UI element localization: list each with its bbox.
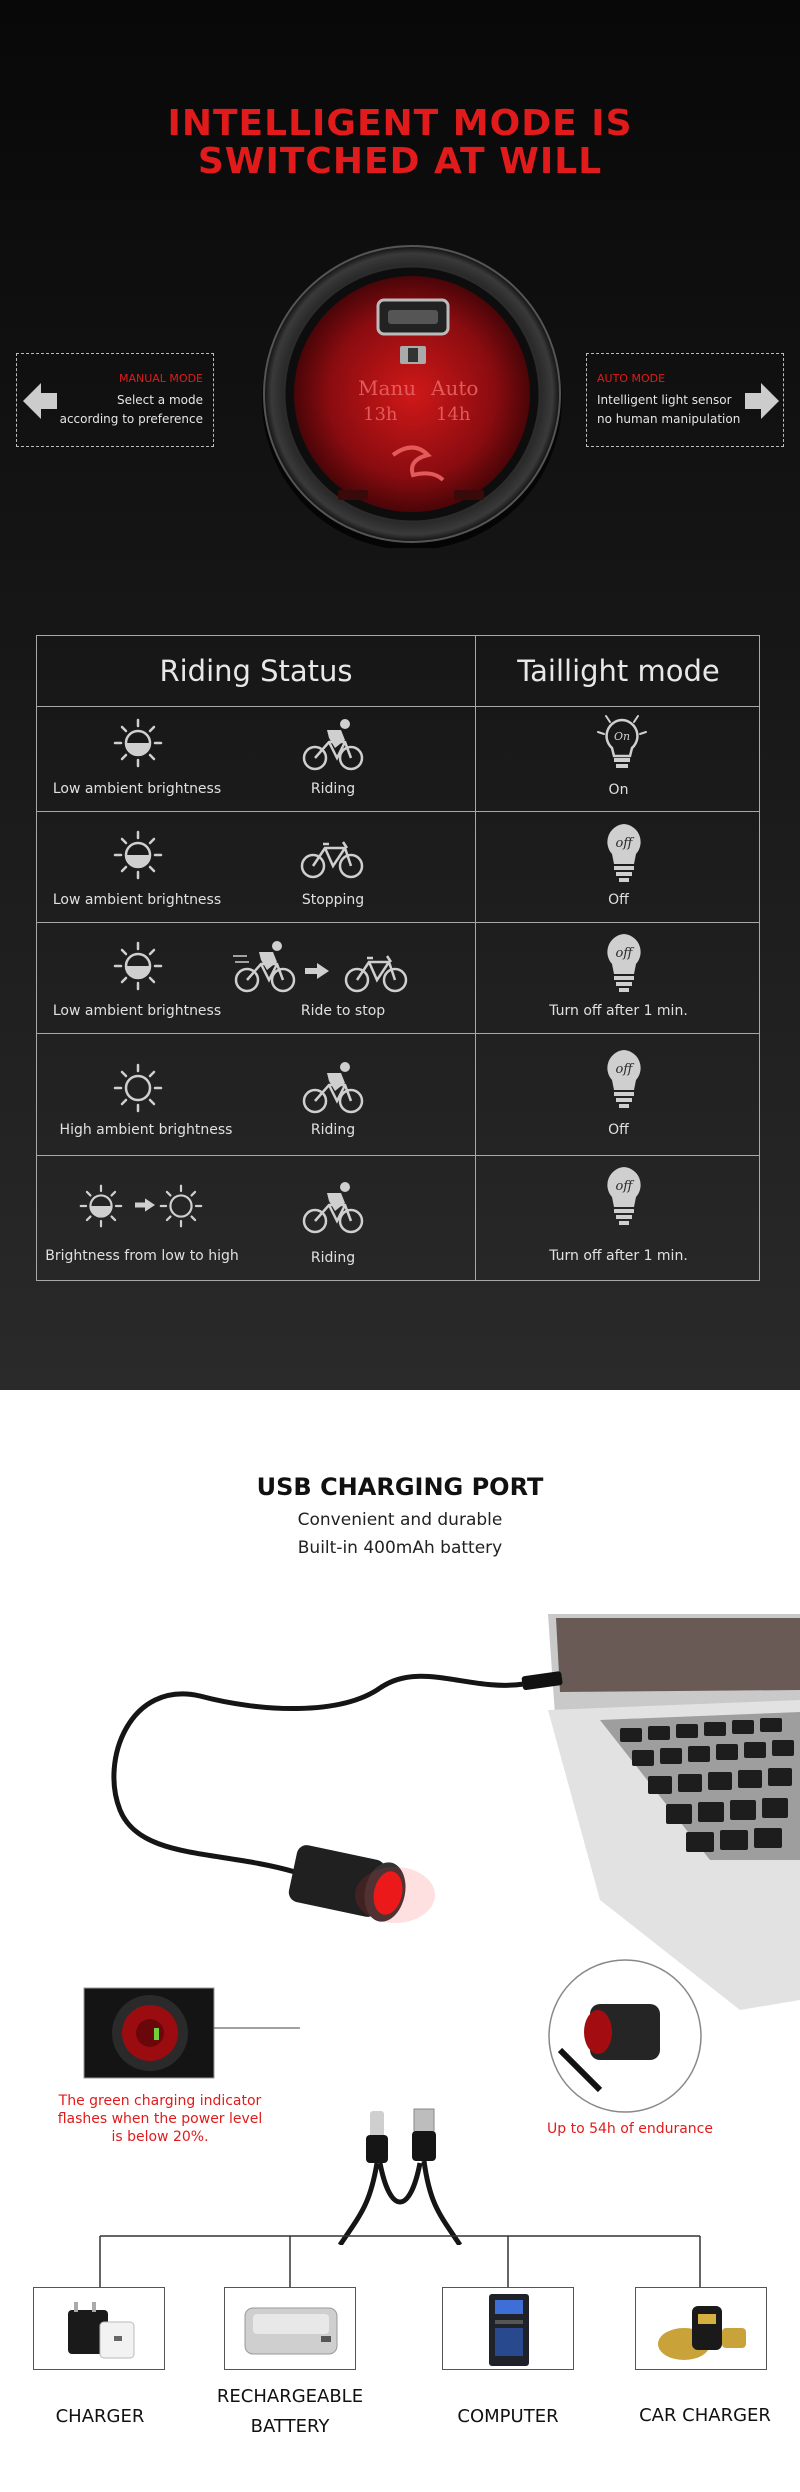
row3-ambient: Low ambient brightness bbox=[52, 1003, 222, 1019]
headline-line-1: INTELLIGENT MODE IS bbox=[167, 103, 633, 144]
endurance-note: Up to 54h of endurance bbox=[547, 2121, 713, 2137]
svg-text:On: On bbox=[613, 730, 631, 743]
charger-label: CHARGER bbox=[55, 2406, 145, 2427]
svg-text:off: off bbox=[615, 836, 633, 851]
svg-text:off: off bbox=[615, 946, 633, 961]
bicycle-icon bbox=[343, 954, 409, 994]
auto-mode-description: Intelligent light sensor no human manipulation bbox=[597, 393, 741, 426]
header-taillight-mode: Taillight mode bbox=[517, 654, 720, 688]
rechargeable-battery-label: RECHARGEABLE BATTERY bbox=[216, 2386, 364, 2437]
charging-indicator-note: The green charging indicator flashes when the power level is below 20%. bbox=[57, 2093, 263, 2145]
manual-mode-callout bbox=[16, 353, 214, 447]
sun-half-icon bbox=[113, 718, 163, 768]
row1-mode: On bbox=[608, 782, 629, 798]
arrow-right-small-icon bbox=[135, 1198, 155, 1212]
arrow-right-icon bbox=[743, 381, 779, 421]
row1-ambient: Low ambient brightness bbox=[52, 781, 222, 797]
row3-mode: Turn off after 1 min. bbox=[549, 1003, 688, 1019]
row2-riding: Stopping bbox=[301, 892, 365, 908]
device-text-manual: Manu bbox=[358, 376, 417, 400]
row5-mode: Turn off after 1 min. bbox=[549, 1248, 688, 1264]
headline-line-2: SWITCHED AT WILL bbox=[197, 141, 603, 182]
svg-text:off: off bbox=[615, 1179, 633, 1194]
bulb-off-icon bbox=[602, 1163, 646, 1229]
usb-section-title: USB CHARGING PORT bbox=[256, 1473, 544, 1501]
row4-mode: Off bbox=[608, 1122, 629, 1138]
auto-mode-callout bbox=[586, 353, 784, 447]
status-table bbox=[36, 635, 760, 1281]
row4-riding: Riding bbox=[310, 1122, 356, 1138]
car-charger-label: CAR CHARGER bbox=[639, 2405, 771, 2426]
pc-tower-icon bbox=[443, 2288, 575, 2371]
sun-icon bbox=[113, 1063, 163, 1113]
computer-box bbox=[442, 2287, 574, 2370]
sun-icon bbox=[159, 1184, 203, 1228]
charging-illustration bbox=[0, 1600, 800, 2160]
svg-text:off: off bbox=[615, 1062, 633, 1077]
power-bank-icon bbox=[225, 2288, 357, 2371]
usb-cable-illustration bbox=[330, 2105, 470, 2245]
header-riding-status: Riding Status bbox=[159, 654, 353, 688]
computer-label: COMPUTER bbox=[457, 2406, 559, 2427]
cyclist-riding-icon bbox=[233, 940, 297, 994]
arrow-left-icon bbox=[23, 381, 59, 421]
device-text-auto-hours: 14h bbox=[436, 404, 471, 425]
row5-ambient: Brightness from low to high bbox=[45, 1248, 239, 1264]
bulb-off-icon bbox=[602, 820, 646, 886]
row5-riding: Riding bbox=[310, 1250, 356, 1266]
charger-box bbox=[33, 2287, 165, 2370]
taillight-rear-view bbox=[258, 240, 566, 548]
car-charger-box bbox=[635, 2287, 767, 2370]
wall-adapter-icon bbox=[34, 2288, 166, 2371]
cyclist-riding-icon bbox=[301, 718, 365, 772]
bulb-on-icon bbox=[592, 712, 652, 778]
manual-mode-title: MANUAL MODE bbox=[118, 372, 203, 385]
sun-half-icon bbox=[79, 1184, 123, 1228]
row2-mode: Off bbox=[608, 892, 629, 908]
sun-half-icon bbox=[113, 941, 163, 991]
cyclist-riding-icon bbox=[301, 1181, 365, 1235]
device-text-manual-hours: 13h bbox=[363, 404, 398, 425]
row2-ambient: Low ambient brightness bbox=[52, 892, 222, 908]
arrow-right-small-icon bbox=[305, 963, 329, 979]
auto-mode-title: AUTO MODE bbox=[597, 372, 666, 385]
rechargeable-battery-box bbox=[224, 2287, 356, 2370]
car-charger-icon bbox=[636, 2288, 768, 2371]
headline bbox=[0, 105, 800, 181]
bicycle-icon bbox=[299, 840, 365, 880]
row4-ambient: High ambient brightness bbox=[59, 1122, 233, 1138]
row3-riding: Ride to stop bbox=[300, 1003, 386, 1019]
charger-connector-lines bbox=[0, 2230, 800, 2290]
row1-riding: Riding bbox=[310, 781, 356, 797]
sun-half-icon bbox=[113, 830, 163, 880]
manual-mode-description: Select a mode according to preference bbox=[59, 393, 203, 426]
usb-subtitle-1: Convenient and durable bbox=[297, 1510, 503, 1530]
bulb-off-icon bbox=[602, 930, 646, 996]
usb-subtitle-2: Built-in 400mAh battery bbox=[297, 1538, 503, 1558]
cyclist-riding-icon bbox=[301, 1061, 365, 1115]
bulb-off-icon bbox=[602, 1046, 646, 1112]
device-text-auto: Auto bbox=[431, 376, 479, 400]
